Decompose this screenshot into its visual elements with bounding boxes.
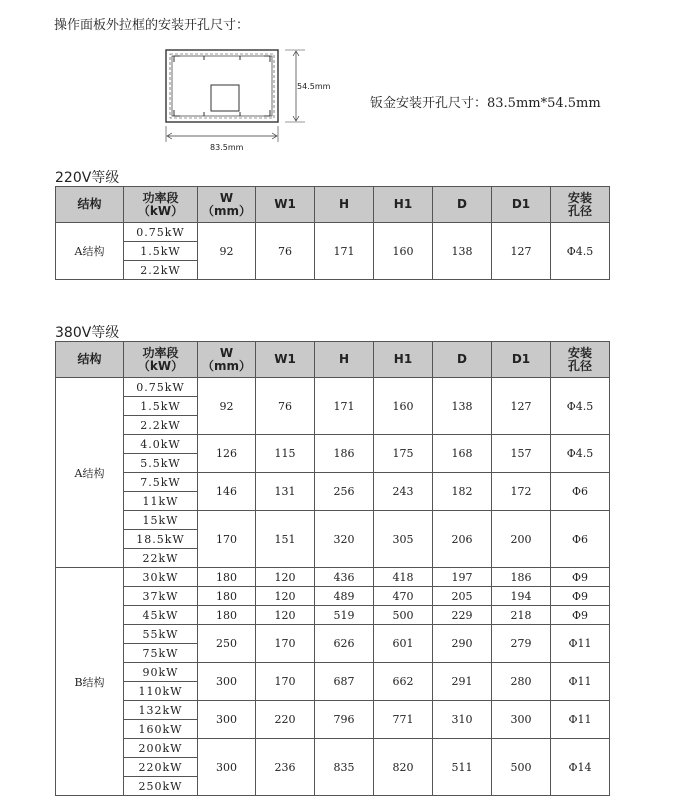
table-row xyxy=(56,701,610,720)
h-cell: 687 xyxy=(315,663,374,701)
w1-cell: 170 xyxy=(256,663,315,701)
h-cell: 796 xyxy=(315,701,374,739)
d-header: D xyxy=(433,342,492,378)
w-cell: 250 xyxy=(198,625,256,663)
h-header: H xyxy=(315,342,374,378)
d-cell: 229 xyxy=(433,606,492,625)
hole-cell: Φ9 xyxy=(551,568,610,587)
spec-table xyxy=(55,341,610,796)
d1-cell: 300 xyxy=(492,701,551,739)
w-cell: 300 xyxy=(198,663,256,701)
w1-cell: 236 xyxy=(256,739,315,796)
h-cell: 320 xyxy=(315,511,374,568)
d-cell: 138 xyxy=(433,378,492,435)
w1-header: W1 xyxy=(256,342,315,378)
d-cell: 197 xyxy=(433,568,492,587)
h-cell: 835 xyxy=(315,739,374,796)
dimension-width-label: 83.5mm xyxy=(210,143,244,152)
w-cell: 92 xyxy=(198,378,256,435)
power-cell: 2.2kW xyxy=(124,261,198,280)
w-cell: 180 xyxy=(198,568,256,587)
power-cell: 4.0kW xyxy=(124,435,198,454)
table-row xyxy=(56,739,610,758)
table-row xyxy=(56,587,610,606)
power-cell: 5.5kW xyxy=(124,454,198,473)
d-cell: 168 xyxy=(433,435,492,473)
h-cell: 171 xyxy=(315,378,374,435)
power-cell: 250kW xyxy=(124,777,198,796)
hole-cell: Φ9 xyxy=(551,587,610,606)
power-header: 功率段 （kW） xyxy=(124,342,198,378)
table-row xyxy=(56,435,610,454)
d1-cell: 280 xyxy=(492,663,551,701)
power-cell: 110kW xyxy=(124,682,198,701)
d-header: D xyxy=(433,187,492,223)
power-header: 功率段 （kW） xyxy=(124,187,198,223)
table-row xyxy=(56,511,610,530)
power-cell: 11kW xyxy=(124,492,198,511)
spec-table xyxy=(55,186,610,280)
dimension-height-label: 54.5mm xyxy=(297,82,331,91)
structure-cell: B结构 xyxy=(56,568,124,796)
w-header: W （mm） xyxy=(198,187,256,223)
table-row xyxy=(56,568,610,587)
d1-header: D1 xyxy=(492,187,551,223)
d-cell: 511 xyxy=(433,739,492,796)
header-row xyxy=(56,187,610,223)
structure-cell: A结构 xyxy=(56,223,124,280)
d1-cell: 194 xyxy=(492,587,551,606)
hole-cell: Φ4.5 xyxy=(551,378,610,435)
power-cell: 18.5kW xyxy=(124,530,198,549)
d-cell: 291 xyxy=(433,663,492,701)
power-cell: 90kW xyxy=(124,663,198,682)
header-row xyxy=(56,342,610,378)
hole-cell: Φ9 xyxy=(551,606,610,625)
w-cell: 92 xyxy=(198,223,256,280)
w-cell: 146 xyxy=(198,473,256,511)
w1-cell: 120 xyxy=(256,587,315,606)
struct-header: 结构 xyxy=(56,187,124,223)
h1-cell: 500 xyxy=(374,606,433,625)
h1-cell: 305 xyxy=(374,511,433,568)
power-cell: 160kW xyxy=(124,720,198,739)
w1-cell: 115 xyxy=(256,435,315,473)
w-cell: 300 xyxy=(198,701,256,739)
h1-cell: 820 xyxy=(374,739,433,796)
w1-cell: 120 xyxy=(256,606,315,625)
struct-header: 结构 xyxy=(56,342,124,378)
table-row xyxy=(56,625,610,644)
cutout-size-text: 钣金安装开孔尺寸：83.5mm*54.5mm xyxy=(370,96,601,111)
d1-header: D1 xyxy=(492,342,551,378)
d1-cell: 127 xyxy=(492,223,551,280)
intro-text: 操作面板外拉框的安装开孔尺寸： xyxy=(54,18,250,33)
w1-cell: 170 xyxy=(256,625,315,663)
h1-cell: 771 xyxy=(374,701,433,739)
h1-cell: 662 xyxy=(374,663,433,701)
hole-cell: Φ6 xyxy=(551,473,610,511)
table-row xyxy=(56,378,610,397)
power-cell: 1.5kW xyxy=(124,397,198,416)
d-cell: 182 xyxy=(433,473,492,511)
h-cell: 186 xyxy=(315,435,374,473)
h1-cell: 418 xyxy=(374,568,433,587)
power-cell: 2.2kW xyxy=(124,416,198,435)
hole-cell: Φ11 xyxy=(551,625,610,663)
hole-cell: Φ4.5 xyxy=(551,223,610,280)
h1-cell: 160 xyxy=(374,378,433,435)
power-cell: 220kW xyxy=(124,758,198,777)
power-cell: 132kW xyxy=(124,701,198,720)
d1-cell: 172 xyxy=(492,473,551,511)
table-row xyxy=(56,606,610,625)
d-cell: 138 xyxy=(433,223,492,280)
power-cell: 37kW xyxy=(124,587,198,606)
w1-cell: 120 xyxy=(256,568,315,587)
w1-cell: 220 xyxy=(256,701,315,739)
d-cell: 310 xyxy=(433,701,492,739)
power-cell: 0.75kW xyxy=(124,223,198,242)
power-cell: 15kW xyxy=(124,511,198,530)
h-cell: 519 xyxy=(315,606,374,625)
hole-cell: Φ6 xyxy=(551,511,610,568)
d1-cell: 200 xyxy=(492,511,551,568)
d1-cell: 127 xyxy=(492,378,551,435)
w-cell: 180 xyxy=(198,587,256,606)
w-cell: 180 xyxy=(198,606,256,625)
w-cell: 300 xyxy=(198,739,256,796)
h1-cell: 601 xyxy=(374,625,433,663)
h-cell: 626 xyxy=(315,625,374,663)
power-cell: 0.75kW xyxy=(124,378,198,397)
hole-cell: Φ11 xyxy=(551,701,610,739)
w1-cell: 76 xyxy=(256,378,315,435)
d1-cell: 279 xyxy=(492,625,551,663)
d1-cell: 157 xyxy=(492,435,551,473)
h1-header: H1 xyxy=(374,342,433,378)
h-cell: 256 xyxy=(315,473,374,511)
d1-cell: 218 xyxy=(492,606,551,625)
table-title: 220V等级 xyxy=(55,170,120,186)
hole-cell: Φ14 xyxy=(551,739,610,796)
h1-cell: 175 xyxy=(374,435,433,473)
h-header: H xyxy=(315,187,374,223)
table-row xyxy=(56,223,610,242)
panel-cutout-diagram xyxy=(160,42,310,150)
d-cell: 206 xyxy=(433,511,492,568)
power-cell: 22kW xyxy=(124,549,198,568)
hole-header: 安装 孔径 xyxy=(551,187,610,223)
w-cell: 170 xyxy=(198,511,256,568)
table-row xyxy=(56,663,610,682)
w-header: W （mm） xyxy=(198,342,256,378)
power-cell: 200kW xyxy=(124,739,198,758)
h1-cell: 243 xyxy=(374,473,433,511)
h-cell: 489 xyxy=(315,587,374,606)
w1-cell: 76 xyxy=(256,223,315,280)
w1-cell: 131 xyxy=(256,473,315,511)
power-cell: 55kW xyxy=(124,625,198,644)
w1-cell: 151 xyxy=(256,511,315,568)
h-cell: 436 xyxy=(315,568,374,587)
table-row xyxy=(56,473,610,492)
w-cell: 126 xyxy=(198,435,256,473)
hole-cell: Φ4.5 xyxy=(551,435,610,473)
h1-header: H1 xyxy=(374,187,433,223)
power-cell: 75kW xyxy=(124,644,198,663)
w1-header: W1 xyxy=(256,187,315,223)
power-cell: 45kW xyxy=(124,606,198,625)
h1-cell: 470 xyxy=(374,587,433,606)
hole-cell: Φ11 xyxy=(551,663,610,701)
structure-cell: A结构 xyxy=(56,378,124,568)
h1-cell: 160 xyxy=(374,223,433,280)
power-cell: 7.5kW xyxy=(124,473,198,492)
hole-header: 安装 孔径 xyxy=(551,342,610,378)
d-cell: 290 xyxy=(433,625,492,663)
power-cell: 30kW xyxy=(124,568,198,587)
d1-cell: 186 xyxy=(492,568,551,587)
table-title: 380V等级 xyxy=(55,325,120,341)
d-cell: 205 xyxy=(433,587,492,606)
h-cell: 171 xyxy=(315,223,374,280)
d1-cell: 500 xyxy=(492,739,551,796)
power-cell: 1.5kW xyxy=(124,242,198,261)
